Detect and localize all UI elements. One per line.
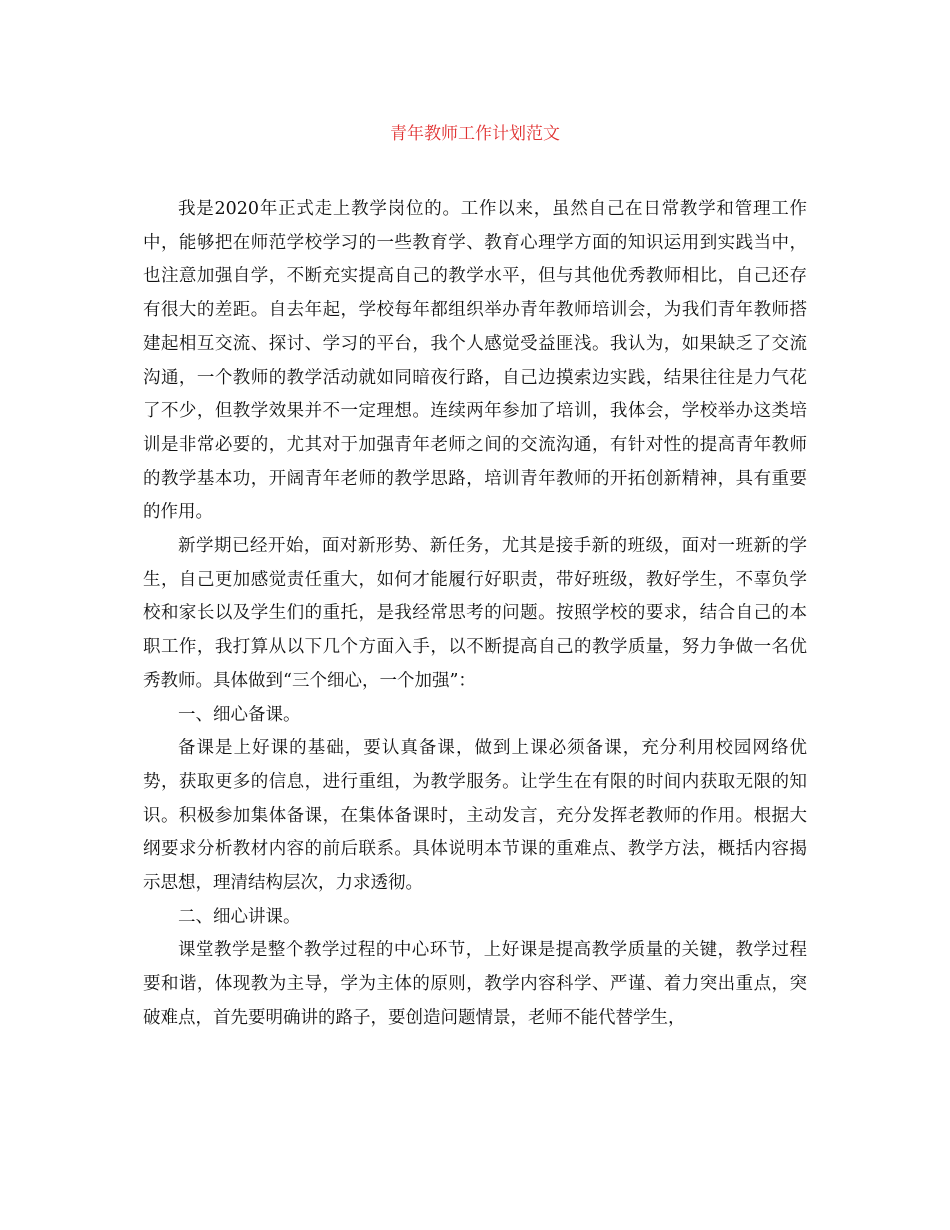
section-heading-prepare: 一、细心备课。 bbox=[178, 704, 301, 725]
paragraph-teach: 课堂教学是整个教学过程的中心环节，上好课是提高教学质量的关键，教学过程要和谐，体现教为主导，学为主体的原则，教学内容科学、严谨、着力突出重点，突破难点，首先要明确讲的路子，要创造问题情景，老师不能代替学生， bbox=[143, 940, 807, 1028]
paragraph-intro: 我是2020年正式走上教学岗位的。工作以来，虽然自己在日常教学和管理工作中，能够把在师范学校学习的一些教育学、教育心理学方面的知识运用到实践当中，也注意加强自学，不断充实提高自己的教学水平，但与其他优秀教师相比，自己还存有很大的差距。自去年起，学校每年都组织举办青年教师培训会，为我们青年教师搭建起相互交流、探讨、学习的平台，我个人感觉受益匪浅。我认为，如果缺乏了交流沟通，一个教师的教学活动就如同暗夜行路，自己边摸索边实践，结果往往是力气花了不少，但教学效果并不一定理想。连续两年参加了培训，我体会，学校举办这类培训是非常必要的，尤其对于加强青年老师之间的交流沟通，有针对性的提高青年教师的教学基本功，开阔青年老师的教学思路，培训青年教师的开拓创新精神，具有重要的作用。 bbox=[143, 199, 807, 523]
paragraph-new-semester: 新学期已经开始，面对新形势、新任务，尤其是接手新的班级，面对一班新的学生，自己更加感觉责任重大，如何才能履行好职责，带好班级，教好学生，不辜负学校和家长以及学生们的重托，是我经常思考的问题。按照学校的要求，结合自己的本职工作，我打算从以下几个方面入手，以不断提高自己的教学质量，努力争做一名优秀教师。具体做到“三个细心，一个加强”： bbox=[143, 536, 807, 691]
document-title: 青年教师工作计划范文 bbox=[390, 124, 560, 144]
section-heading-teach: 二、细心讲课。 bbox=[178, 906, 301, 927]
document-body bbox=[143, 193, 807, 1036]
paragraph-prepare: 备课是上好课的基础，要认真备课，做到上课必须备课，充分利用校园网络优势，获取更多的信息，进行重组，为教学服务。让学生在有限的时间内获取无限的知识。积极参加集体备课，在集体备课时，主动发言，充分发挥老教师的作用。根据大纲要求分析教材内容的前后联系。具体说明本节课的重难点、教学方法，概括内容揭示思想，理清结构层次，力求透彻。 bbox=[143, 738, 807, 894]
